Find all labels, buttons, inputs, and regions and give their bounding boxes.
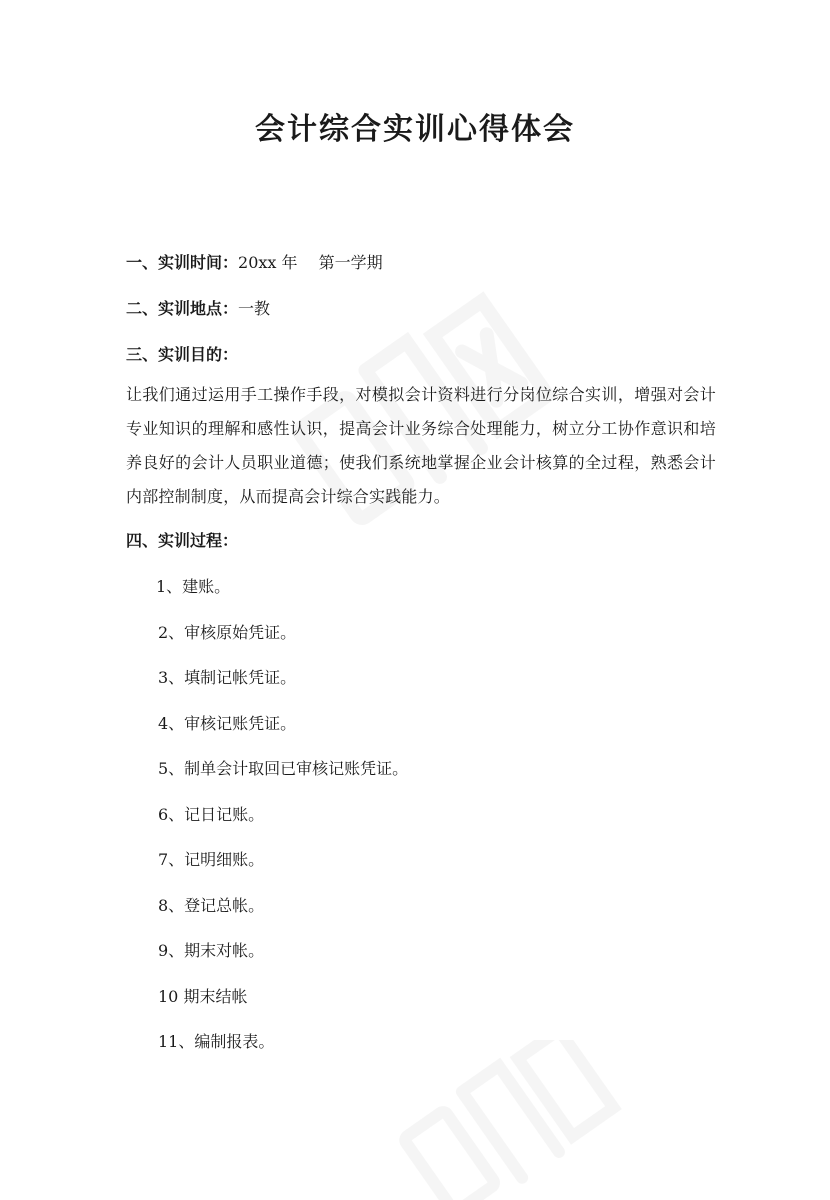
purpose-paragraph: 让我们通过运用手工操作手段，对模拟会计资料进行分岗位综合实训，增强对会计专业知识的理解和感性认识，提高会计业务综合处理能力，树立分工协作意识和培养良好的会计人员职业道德；使我们系统地掌握企业会计核算的全过程，熟悉会计内部控制制度，从而提高会计综合实践能力。 bbox=[126, 385, 716, 506]
section-value: 20xx 年 第一学期 bbox=[238, 253, 383, 272]
section-training-location bbox=[126, 286, 716, 332]
section-training-time bbox=[126, 240, 716, 286]
list-item: 2、审核原始凭证。 bbox=[158, 622, 297, 642]
list-item: 1、建账。 bbox=[156, 577, 231, 596]
section-label: 一、实训时间： bbox=[126, 253, 239, 272]
list-item: 11、编制报表。 bbox=[158, 1032, 275, 1051]
section-label: 四、实训过程： bbox=[126, 531, 239, 550]
list-item: 5、制单会计取回已审核记账凭证。 bbox=[158, 759, 409, 778]
list-item: 7、记明细账。 bbox=[158, 850, 265, 869]
document-title: 会计综合实训心得体会 bbox=[255, 112, 575, 147]
process-steps-list bbox=[126, 564, 716, 1065]
section-label: 二、实训地点： bbox=[126, 299, 239, 318]
section-value: 一教 bbox=[238, 299, 271, 318]
section-training-purpose bbox=[126, 332, 716, 378]
list-item: 4、审核记账凭证。 bbox=[158, 713, 297, 733]
document-body bbox=[126, 240, 716, 1065]
section-label: 三、实训目的： bbox=[126, 345, 239, 364]
section-training-process bbox=[126, 518, 716, 564]
list-item: 8、登记总帐。 bbox=[158, 895, 265, 915]
list-item: 10 期末结帐 bbox=[158, 986, 248, 1006]
list-item: 9、期末对帐。 bbox=[158, 941, 265, 960]
list-item: 6、记日记账。 bbox=[158, 804, 265, 824]
list-item: 3、填制记帐凭证。 bbox=[158, 668, 297, 687]
